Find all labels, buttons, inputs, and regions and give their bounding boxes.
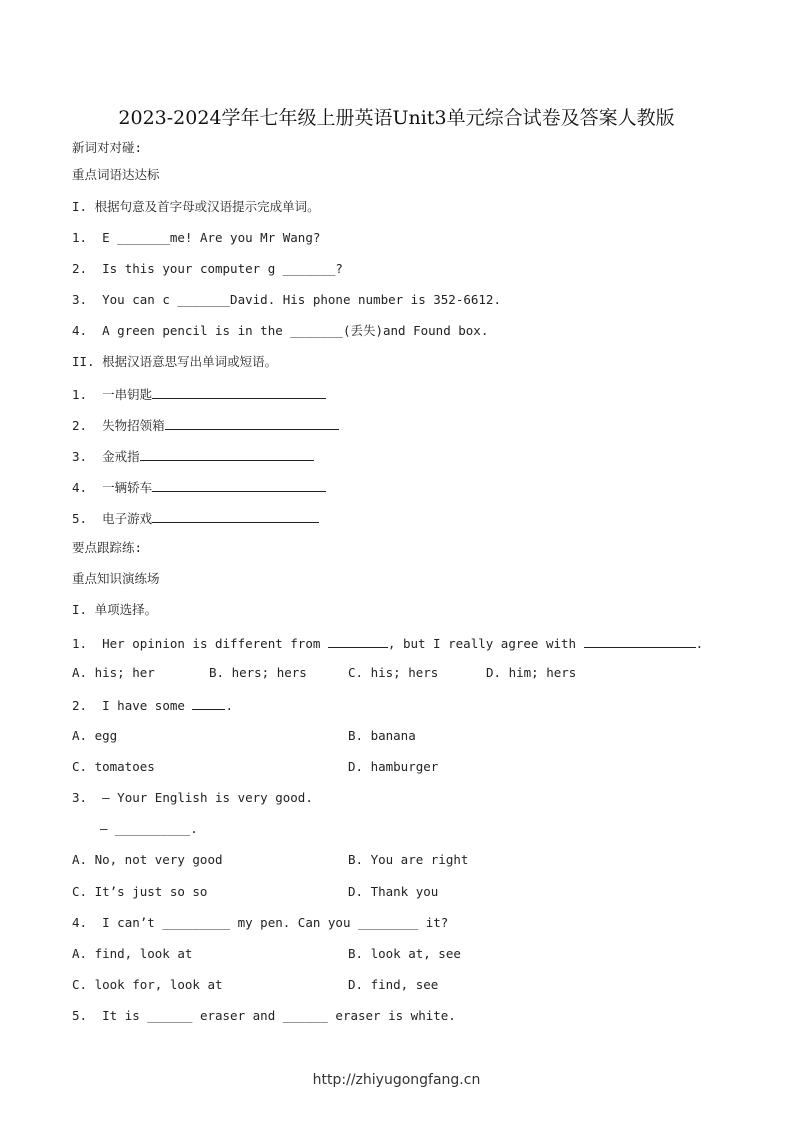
answer-blank[interactable]	[152, 509, 319, 523]
mc-heading: I. 单项选择。	[72, 602, 158, 617]
footer-url[interactable]: http://zhiyugongfang.cn	[312, 1072, 481, 1088]
part2-heading: II. 根据汉语意思写出单词或短语。	[72, 354, 278, 369]
part1-item: 4. A green pencil is in the _______(丢失)and Found box.	[72, 323, 489, 338]
answer-blank[interactable]	[152, 478, 326, 492]
option[interactable]: C. It’s just so so	[72, 884, 208, 899]
option[interactable]: A. find, look at	[72, 946, 193, 961]
option[interactable]: A. No, not very good	[72, 852, 223, 867]
section-new-words: 新词对对碰:	[72, 140, 143, 155]
part1-heading: I. 根据句意及首字母或汉语提示完成单词。	[72, 199, 320, 214]
part2-item: 2. 失物招领箱	[72, 416, 339, 434]
answer-blank[interactable]	[328, 634, 388, 648]
option[interactable]: C. his; hers	[348, 665, 439, 680]
question-3: 3. — Your English is very good.	[72, 790, 313, 805]
option[interactable]: A. egg	[72, 728, 118, 743]
answer-blank[interactable]	[152, 385, 326, 399]
option[interactable]: B. You are right	[348, 852, 469, 867]
question-2: 2. I have some .	[72, 698, 233, 713]
option[interactable]: D. hamburger	[348, 759, 439, 774]
answer-blank[interactable]	[192, 696, 225, 710]
part2-item: 1. 一串钥匙	[72, 385, 326, 403]
option[interactable]: D. Thank you	[348, 884, 439, 899]
option[interactable]: B. hers; hers	[209, 665, 307, 680]
page-title: 2023-2024学年七年级上册英语Unit3单元综合试卷及答案人教版	[118, 107, 675, 129]
option[interactable]: C. tomatoes	[72, 759, 155, 774]
question-4: 4. I can’t _________ my pen. Can you ________ it?	[72, 915, 449, 930]
part2-item: 5. 电子游戏	[72, 509, 319, 527]
answer-blank[interactable]	[165, 416, 339, 430]
section-drill: 重点知识演练场	[72, 571, 160, 586]
option[interactable]: B. look at, see	[348, 946, 461, 961]
question-3-reply: — __________.	[100, 821, 198, 836]
part1-item: 2. Is this your computer g _______?	[72, 261, 343, 276]
part2-item: 3. 金戒指	[72, 447, 314, 465]
question-5: 5. It is ______ eraser and ______ eraser is white.	[72, 1008, 456, 1023]
part1-item: 3. You can c _______David. His phone number is 352-6612.	[72, 292, 501, 307]
option[interactable]: A. his; her	[72, 665, 155, 680]
option[interactable]: D. him; hers	[486, 665, 577, 680]
part1-item: 1. E _______me! Are you Mr Wang?	[72, 230, 321, 245]
answer-blank[interactable]	[140, 447, 314, 461]
part2-item: 4. 一辆轿车	[72, 478, 326, 496]
answer-blank[interactable]	[584, 634, 696, 648]
section-key-vocab: 重点词语达达标	[72, 167, 160, 182]
option[interactable]: B. banana	[348, 728, 416, 743]
section-followup: 要点跟踪练:	[72, 540, 143, 555]
option[interactable]: C. look for, look at	[72, 977, 223, 992]
option[interactable]: D. find, see	[348, 977, 439, 992]
question-1: 1. Her opinion is different from , but I really agree with .	[72, 636, 704, 651]
